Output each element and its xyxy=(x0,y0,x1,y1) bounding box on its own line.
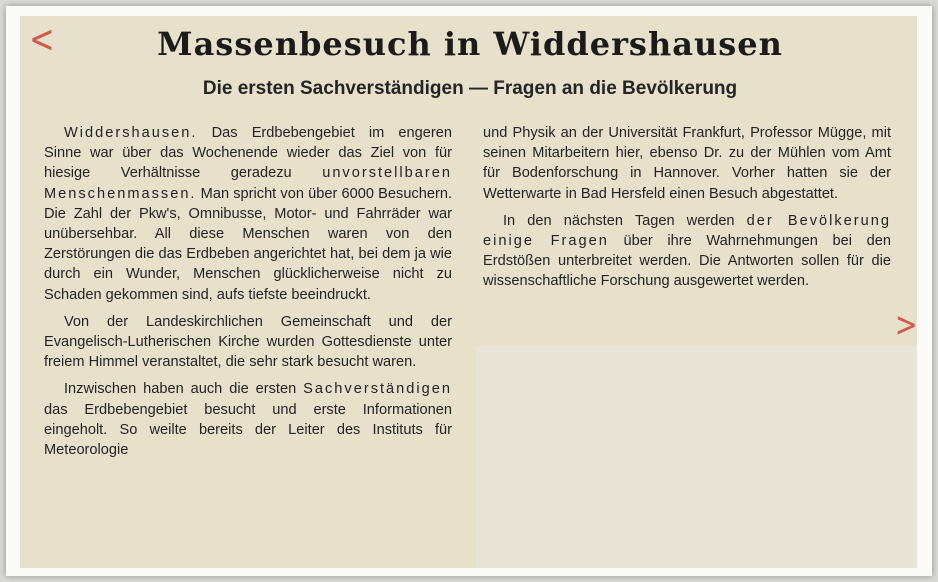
blank-paper-area xyxy=(476,346,917,568)
article-subheadline: Die ersten Sachverständigen — Fragen an die Bevölkerung xyxy=(202,78,738,99)
dateline: Widdershausen. xyxy=(64,125,198,141)
newspaper-clipping xyxy=(20,16,917,568)
article-headline: Massenbesuch in Widdershausen xyxy=(157,25,783,63)
text-run: Man spricht von über 6000 Besuchern. Die Zahl der Pkw's, Omnibusse, Motor- und Fahrräder war unübersehbar. All diese Menschen waren von den Zerstörungen die das Erdbeben angerichtet hat, bei dem ja wie durch ein Wunder, Menschen glücklicherweise nicht zu Schaden gekommen sind, aufs tiefste beeindruckt. xyxy=(44,185,452,303)
emphasized-text: unvorstellbaren Menschenmassen. xyxy=(44,165,452,202)
text-run: das Erdbebengebiet besucht und erste Informationen eingeholt. So weilte bereits der Leiter des Instituts für Meteorologie xyxy=(44,401,452,459)
article-column-left xyxy=(44,123,452,467)
paragraph-2: Von der Landeskirchlichen Gemeinschaft und der Evangelisch-Lutherischen Kirche wurden Gottesdienste unter freiem Himmel veranstaltet, die sehr stark besucht waren. xyxy=(44,313,452,371)
paragraph-5 xyxy=(483,211,891,292)
text-run: über ihre Wahrnehmungen bei den Erdstößen unterbreitet werden. Die Antworten sollen für die wissenschaftliche Forschung ausgewertet werden. xyxy=(483,233,891,290)
red-bracket-mark-left: < xyxy=(29,17,55,61)
paragraph-4: und Physik an der Universität Frankfurt, Professor Mügge, mit seinen Mitarbeitern hier, ebenso Dr. zu der Mühlen vom Amt für Bodenforschung in Hannover. Vorher hatten sie der Wetterwarte in Bad Hersfeld einen Besuch abgestattet. xyxy=(483,125,891,202)
paragraph-1 xyxy=(44,123,452,305)
photo-frame xyxy=(6,6,932,576)
text-run: Inzwischen haben auch die ersten xyxy=(64,381,304,398)
emphasized-text: der Bevölkerung einige Fragen xyxy=(483,212,892,250)
article-column-right xyxy=(483,123,891,299)
emphasized-text: Sachverständigen xyxy=(303,381,452,398)
red-bracket-mark-right: > xyxy=(894,305,918,345)
text-run: Das Erdbebengebiet im engeren Sinne war über das Wochenende wieder das Ziel von für hiesige Verhältnisse geradezu xyxy=(44,125,452,182)
paragraph-3 xyxy=(44,379,452,460)
text-run: In den nächsten Tagen werden xyxy=(503,212,747,229)
